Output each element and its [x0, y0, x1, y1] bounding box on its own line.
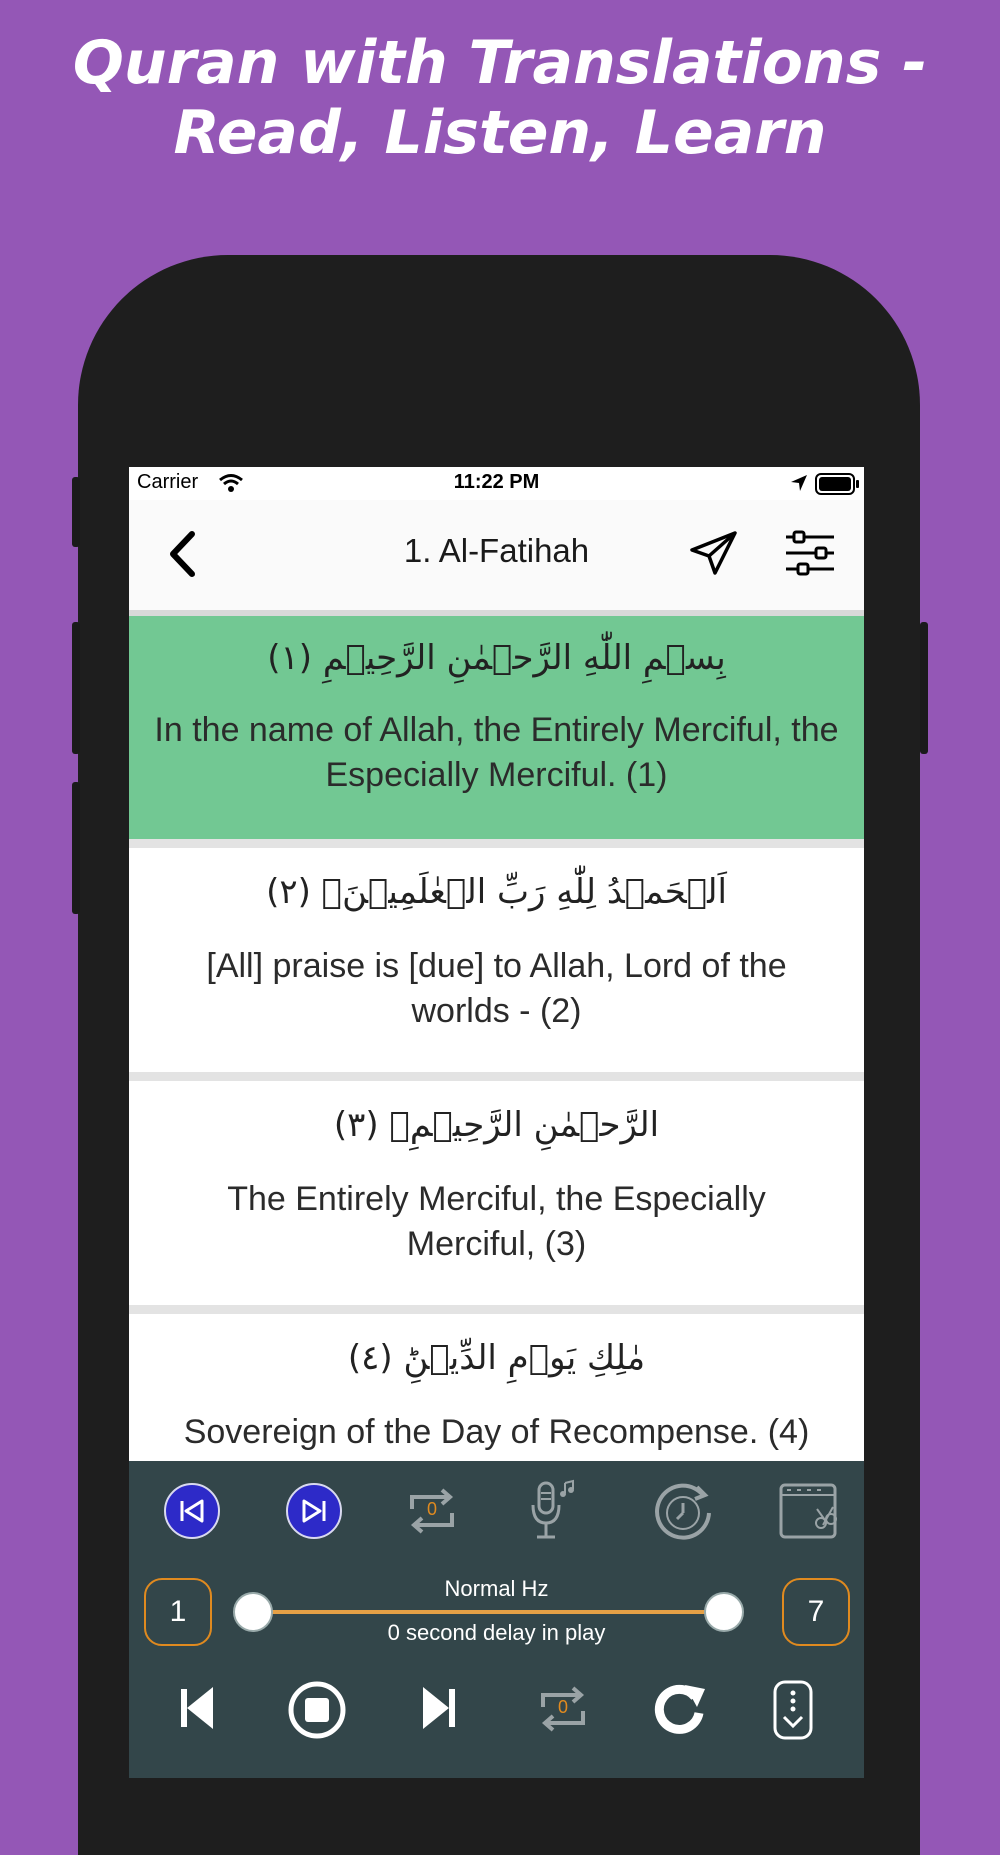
phone-volume-up: [72, 622, 80, 754]
previous-track-button[interactable]: [175, 1683, 219, 1733]
repeat-verse-button[interactable]: [402, 1481, 462, 1541]
verse-arabic: الرَّحۡمٰنِ الرَّحِيۡمِۙ (٣): [333, 1105, 660, 1145]
scroll-down-button[interactable]: [769, 1679, 817, 1741]
record-voice-button[interactable]: [527, 1479, 577, 1543]
film-scissors-icon: [777, 1479, 841, 1543]
timer-clock-icon: [651, 1479, 715, 1543]
microphone-music-icon: [527, 1479, 577, 1543]
verse-translation: [All] praise is [due] to Allah, Lord of the worlds - (2): [206, 947, 787, 1030]
location-arrow-icon: [790, 474, 808, 492]
clip-audio-button[interactable]: [777, 1479, 841, 1543]
verse-translation: In the name of Allah, the Entirely Merciful, the Especially Merciful. (1): [154, 711, 839, 794]
share-send-icon[interactable]: [689, 530, 739, 576]
verse-translation: The Entirely Merciful, the Especially Merciful, (3): [227, 1180, 766, 1263]
scroll-down-icon: [769, 1679, 817, 1741]
phone-volume-down: [72, 782, 80, 914]
verse-card-3[interactable]: [129, 1081, 864, 1305]
verse-separator: [129, 839, 864, 848]
previous-icon: [175, 1683, 219, 1733]
promo-title-line2: Read, Listen, Learn: [173, 98, 827, 168]
phone-mute-switch: [72, 477, 80, 547]
nav-bar: [129, 500, 864, 616]
page-title: 1. Al-Fatihah: [403, 532, 590, 569]
verse-card-2[interactable]: [129, 848, 864, 1072]
repeat-count: 0: [426, 1499, 437, 1519]
stop-icon: [287, 1680, 347, 1740]
verse-separator: [129, 1305, 864, 1314]
phone-power-button: [920, 622, 928, 754]
verse-separator: [129, 1072, 864, 1081]
range-start-box[interactable]: 1: [144, 1578, 212, 1646]
verse-translation: Sovereign of the Day of Recompense. (4): [183, 1413, 810, 1451]
settings-sliders-icon[interactable]: [784, 530, 836, 576]
next-verse-button[interactable]: [286, 1483, 342, 1539]
play-delay-label: 0 second delay in play: [387, 1620, 606, 1645]
skip-forward-icon: [299, 1498, 329, 1524]
next-icon: [417, 1683, 461, 1733]
playback-hz-label: Normal Hz: [444, 1576, 549, 1601]
repeat-all-button[interactable]: [533, 1679, 593, 1739]
replay-button[interactable]: [649, 1679, 709, 1739]
status-time: 11:22 PM: [453, 471, 540, 493]
promo-title-line1: Quran with Translations -: [72, 28, 928, 98]
skip-back-icon: [177, 1498, 207, 1524]
sleep-timer-button[interactable]: [651, 1479, 715, 1543]
range-end-box[interactable]: 7: [782, 1578, 850, 1646]
range-slider-track[interactable]: [253, 1610, 723, 1614]
stop-button[interactable]: [287, 1680, 347, 1740]
verse-card-4[interactable]: [129, 1314, 864, 1474]
replay-arrow-icon: [649, 1679, 709, 1739]
verse-arabic: اَلۡحَمۡدُ لِلّٰهِ رَبِّ الۡعٰلَمِيۡنَۙ (٢): [266, 872, 727, 912]
carrier-label: Carrier: [137, 471, 199, 493]
battery-icon: [815, 473, 861, 495]
app-screen: [129, 467, 864, 1778]
verse-arabic: بِسۡمِ اللّٰهِ الرَّحۡمٰنِ الرَّحِيۡمِ (١): [267, 638, 726, 678]
status-bar: [129, 467, 864, 500]
next-track-button[interactable]: [417, 1683, 461, 1733]
verse-card-1[interactable]: [129, 616, 864, 839]
verse-arabic: مٰلِكِ يَوۡمِ الدِّيۡنِؕ (٤): [347, 1338, 646, 1378]
audio-player-panel: [129, 1461, 864, 1778]
repeat-all-count: 0: [557, 1697, 568, 1717]
previous-verse-button[interactable]: [164, 1483, 220, 1539]
